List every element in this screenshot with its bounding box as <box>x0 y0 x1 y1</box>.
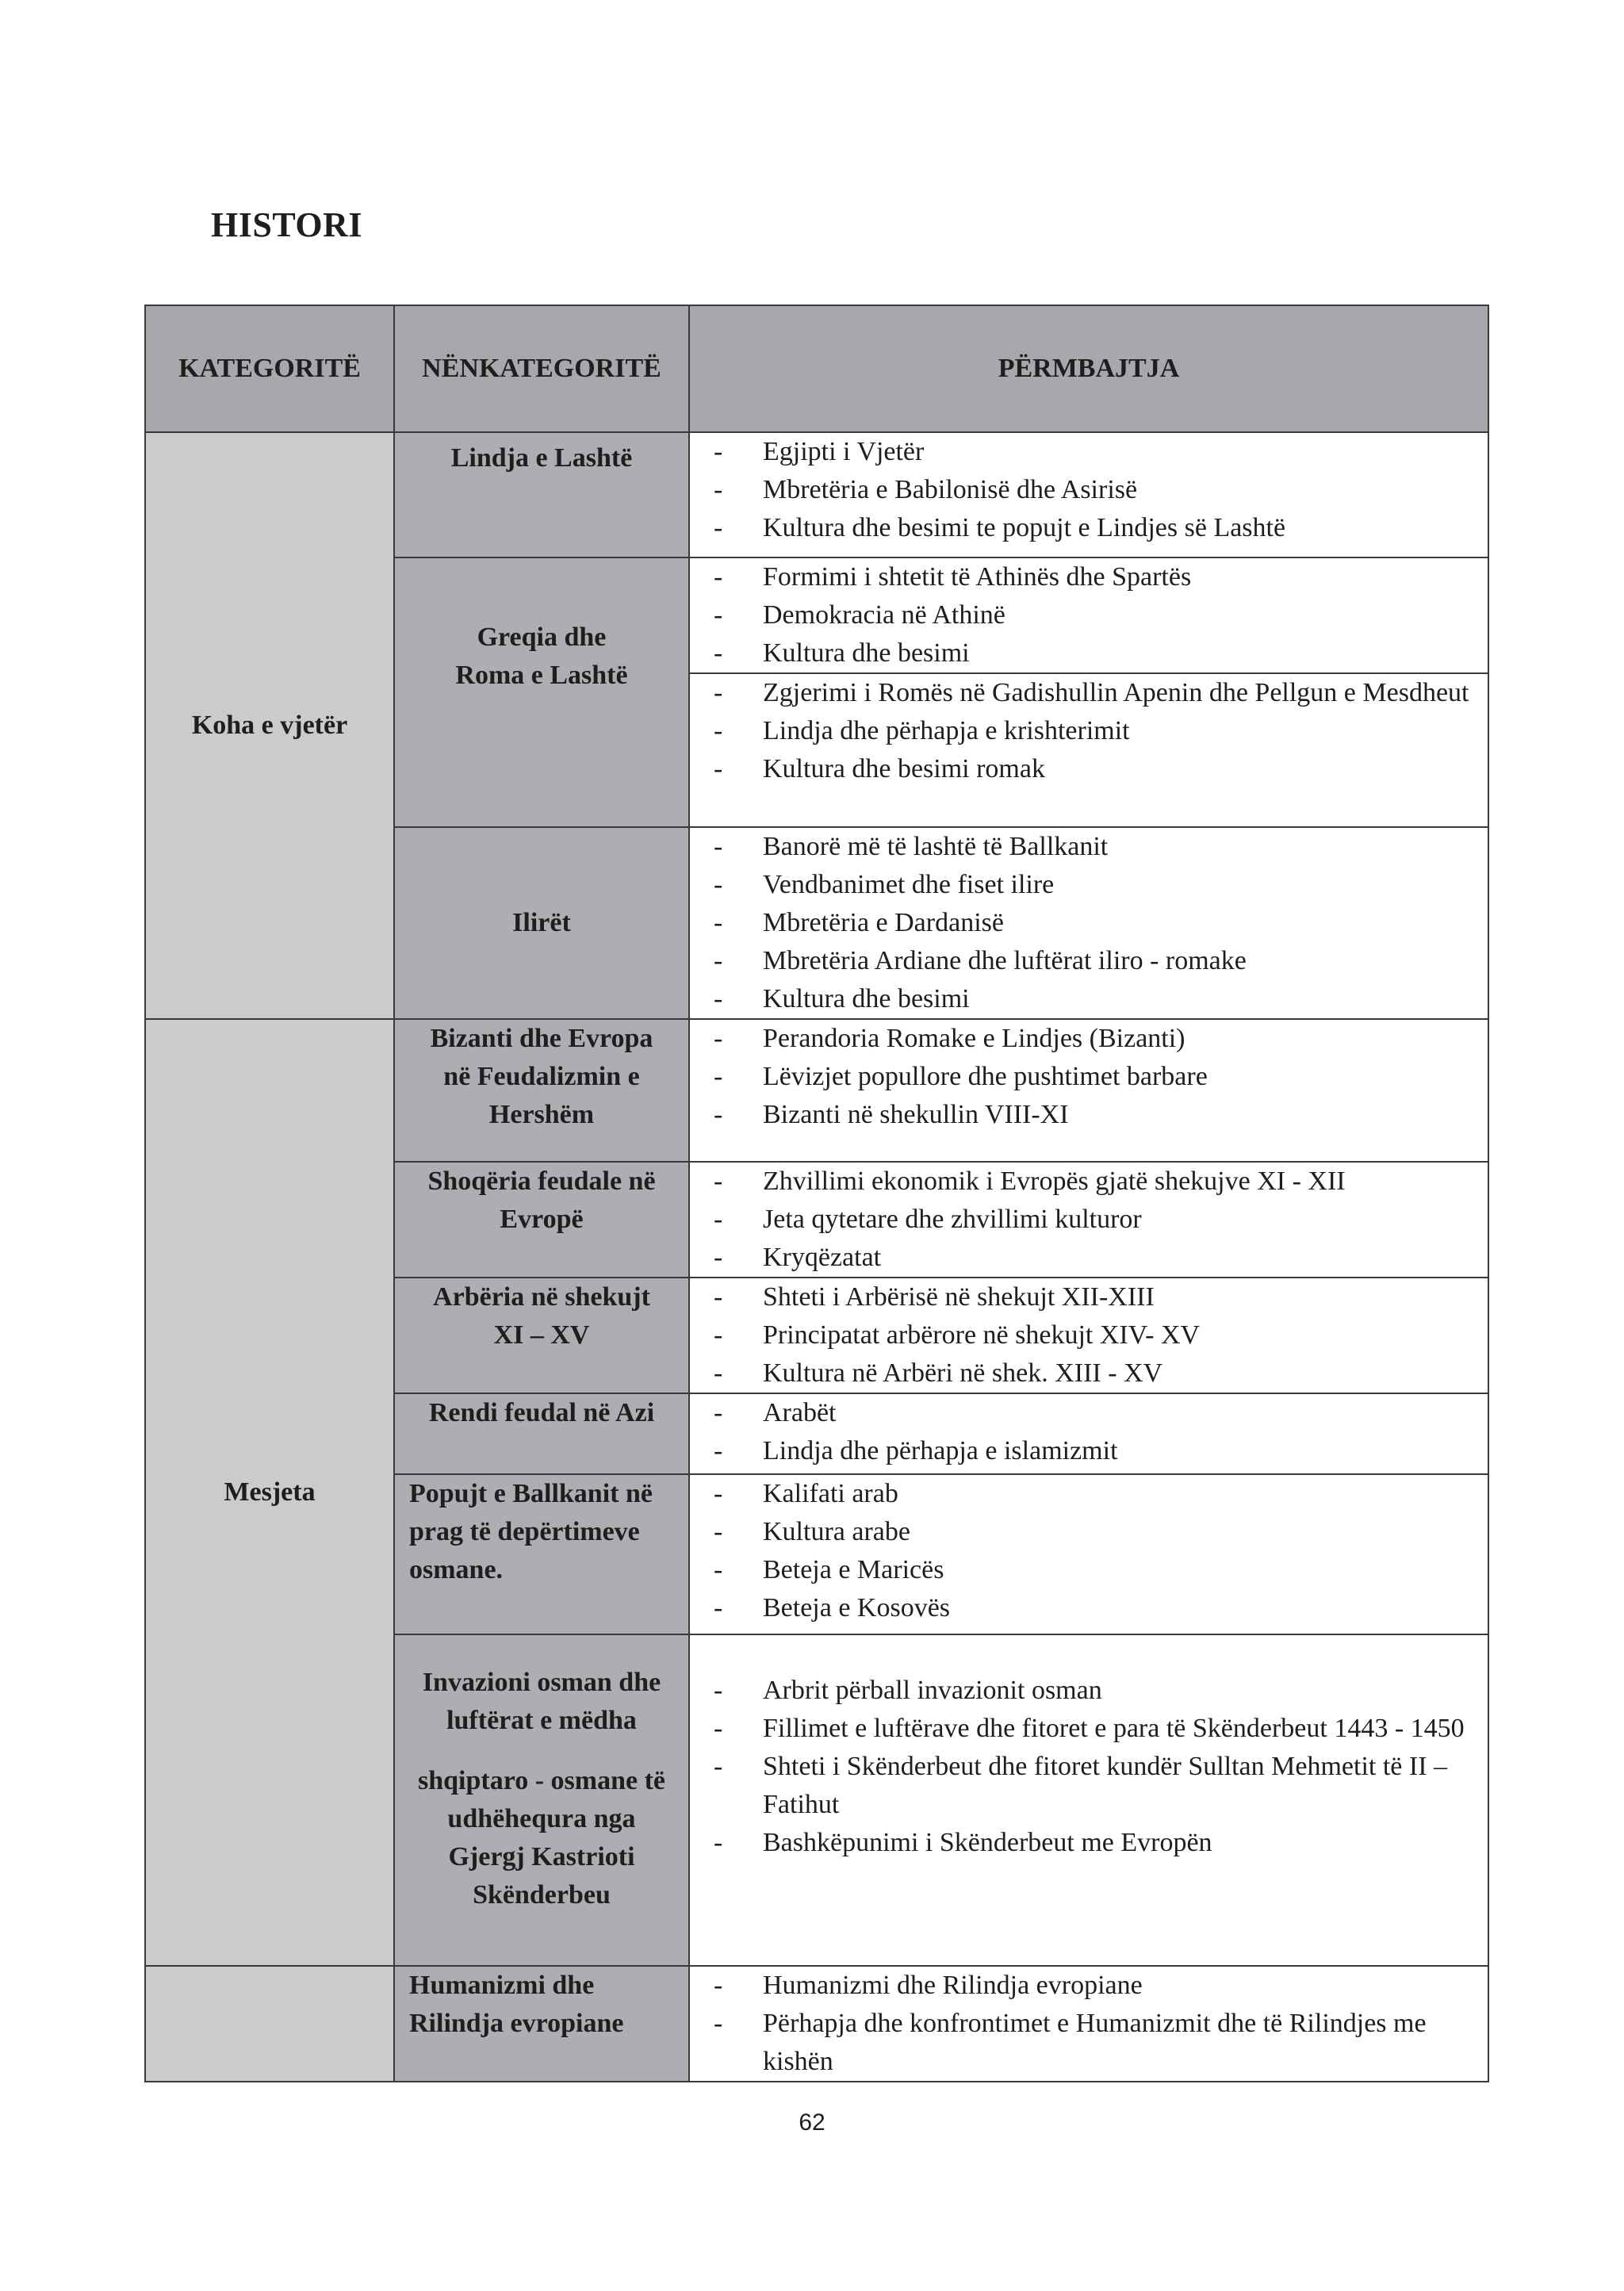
content-cell <box>689 1393 1488 1474</box>
list-item: - Kalifati arab <box>690 1475 1478 1513</box>
table-row <box>145 432 1488 557</box>
list-item: - Kryqëzatat <box>690 1239 1478 1277</box>
list-item: - Principatat arbërore në shekujt XIV- XV <box>690 1316 1478 1354</box>
content-list <box>690 1020 1478 1134</box>
content-cell <box>689 432 1488 557</box>
subcategory-cell <box>394 432 689 557</box>
list-item: - Arabët <box>690 1394 1478 1432</box>
category-cell: Koha e vjetër <box>145 432 394 1019</box>
subcategory-line: XI – XV <box>493 1320 590 1350</box>
subcategory-line: Greqia dhe <box>477 623 607 652</box>
page-number: 62 <box>799 2109 825 2136</box>
subcategory-line: Rilindja evropiane <box>409 2009 624 2038</box>
subcategory-cell <box>394 1019 689 1162</box>
content-list <box>690 1475 1478 1627</box>
list-item: - Fillimet e luftërave dhe fitoret e para të Skënderbeut 1443 - 1450 <box>690 1710 1478 1748</box>
list-item: - Perandoria Romake e Lindjes (Bizanti) <box>690 1020 1478 1058</box>
list-item: - Beteja e Kosovës <box>690 1589 1478 1627</box>
subcategory-line: luftërat e mëdha <box>446 1706 637 1735</box>
list-item: - Zhvillimi ekonomik i Evropës gjatë shekujve XI - XII <box>690 1163 1478 1201</box>
list-item: - Kultura dhe besimi <box>690 980 1478 1018</box>
list-item: - Formimi i shtetit të Athinës dhe Spartës <box>690 558 1478 596</box>
subcategory-cell <box>394 1162 689 1278</box>
subcategory-line: Lindja e Lashtë <box>450 443 633 473</box>
content-list <box>690 1278 1478 1393</box>
subcategory-line: Skënderbeu <box>473 1880 611 1910</box>
list-item: - Lëvizjet popullore dhe pushtimet barbare <box>690 1058 1478 1096</box>
content-cell <box>689 1966 1488 2082</box>
list-item: - Kultura në Arbëri në shek. XIII - XV <box>690 1354 1478 1393</box>
content-list <box>690 1394 1478 1470</box>
content-list <box>690 1967 1478 2081</box>
curriculum-table <box>144 305 1489 2082</box>
content-cell <box>689 827 1488 1019</box>
list-item: - Egjipti i Vjetër <box>690 433 1478 471</box>
list-item: - Lindja dhe përhapja e islamizmit <box>690 1432 1478 1470</box>
list-item: - Kultura arabe <box>690 1513 1478 1551</box>
list-item: - Kultura dhe besimi te popujt e Lindjes së Lashtë <box>690 509 1478 547</box>
subcategory-line: Arbëria në shekujt <box>433 1282 650 1312</box>
list-item: - Kultura dhe besimi <box>690 634 1478 672</box>
category-cell <box>145 1966 394 2082</box>
subcategory-cell <box>394 1474 689 1634</box>
table-row <box>145 1966 1488 2082</box>
list-item: - Demokracia në Athinë <box>690 596 1478 634</box>
content-list <box>690 1163 1478 1277</box>
subcategory-line: në Feudalizmin e <box>443 1062 640 1091</box>
content-list <box>690 433 1478 547</box>
list-item: - Banorë më të lashtë të Ballkanit <box>690 828 1478 866</box>
header-content: PËRMBAJTJA <box>689 305 1488 432</box>
subcategory-cell <box>394 1966 689 2082</box>
subcategory-line: Rendi feudal në Azi <box>428 1398 655 1427</box>
subcategory-line: udhëhequra nga <box>447 1804 636 1833</box>
subcategory-line: Gjergj Kastrioti <box>448 1842 635 1871</box>
content-cell <box>689 1474 1488 1634</box>
list-item: - Bashkëpunimi i Skënderbeut me Evropën <box>690 1824 1478 1862</box>
subcategory-cell <box>394 827 689 1019</box>
subcategory-line: Invazioni osman dhe <box>422 1668 661 1697</box>
subcategory-line: Bizanti dhe Evropa <box>430 1024 653 1053</box>
list-item: - Zgjerimi i Romës në Gadishullin Apenin dhe Pellgun e Mesdheut <box>690 674 1478 712</box>
content-cell <box>689 1278 1488 1393</box>
page-title: HISTORI <box>211 205 362 244</box>
content-cell <box>689 1019 1488 1162</box>
list-item: - Mbretëria Ardiane dhe luftërat iliro - romake <box>690 942 1478 980</box>
content-list <box>690 828 1478 1018</box>
subcategory-line: Roma e Lashtë <box>455 661 628 690</box>
list-item: - Jeta qytetare dhe zhvillimi kulturor <box>690 1201 1478 1239</box>
category-cell: Mesjeta <box>145 1019 394 1966</box>
subcategory-line: Humanizmi dhe <box>409 1971 595 2000</box>
header-subcategories: NËNKATEGORITË <box>394 305 689 432</box>
subcategory-line: prag të depërtimeve <box>409 1517 640 1546</box>
subcategory-line: Ilirët <box>512 908 571 937</box>
subcategory-cell <box>394 1278 689 1393</box>
list-item: - Shteti i Arbërisë në shekujt XII-XIII <box>690 1278 1478 1316</box>
subcategory-cell <box>394 557 689 827</box>
subcategory-line: Evropë <box>500 1205 584 1234</box>
list-item: - Lindja dhe përhapja e krishterimit <box>690 712 1478 750</box>
list-item: - Kultura dhe besimi romak <box>690 750 1478 788</box>
content-cell <box>689 1162 1488 1278</box>
subcategory-line: Hershëm <box>488 1100 595 1129</box>
table-header-row <box>145 305 1488 432</box>
table-row <box>145 1019 1488 1162</box>
list-item: - Mbretëria e Dardanisë <box>690 904 1478 942</box>
list-item: - Arbrit përball invazionit osman <box>690 1672 1478 1710</box>
subcategory-cell <box>394 1393 689 1474</box>
content-cell <box>689 1634 1488 1966</box>
list-item: - Humanizmi dhe Rilindja evropiane <box>690 1967 1478 2005</box>
content-list <box>690 674 1478 788</box>
list-item: - Vendbanimet dhe fiset ilire <box>690 866 1478 904</box>
list-item: - Beteja e Maricës <box>690 1551 1478 1589</box>
subcategory-cell <box>394 1634 689 1966</box>
subcategory-line: Shoqëria feudale në <box>427 1167 656 1196</box>
header-categories: KATEGORITË <box>145 305 394 432</box>
list-item: - Mbretëria e Babilonisë dhe Asirisë <box>690 471 1478 509</box>
subcategory-line: osmane. <box>409 1555 504 1584</box>
content-list <box>690 558 1478 672</box>
subcategory-line: Popujt e Ballkanit në <box>409 1479 653 1508</box>
content-list <box>690 1672 1478 1862</box>
subcategory-line: shqiptaro - osmane të <box>418 1766 665 1795</box>
list-item: - Shteti i Skënderbeut dhe fitoret kundër Sulltan Mehmetit të II – Fatihut <box>690 1748 1478 1824</box>
content-cell <box>689 557 1488 673</box>
list-item: - Përhapja dhe konfrontimet e Humanizmit dhe të Rilindjes me kishën <box>690 2005 1478 2081</box>
content-cell <box>689 673 1488 827</box>
list-item: - Bizanti në shekullin VIII-XI <box>690 1096 1478 1134</box>
